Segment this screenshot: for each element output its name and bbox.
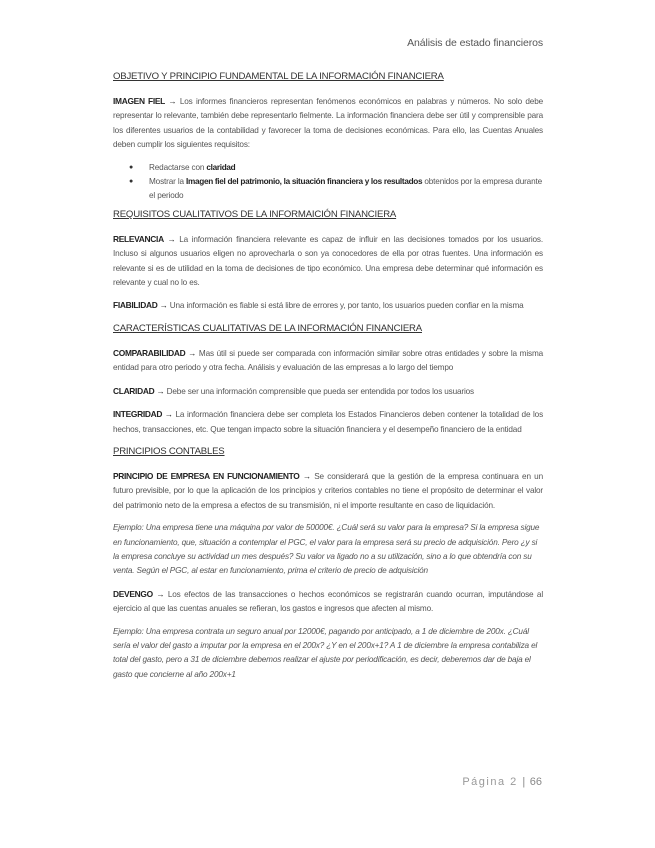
page-number: 2 bbox=[510, 776, 518, 788]
section-title-principios: PRINCIPIOS CONTABLES bbox=[113, 445, 225, 457]
paragraph-imagen-fiel bbox=[113, 94, 543, 153]
page-label: Página bbox=[462, 776, 506, 788]
arrow-icon: → bbox=[156, 589, 165, 599]
arrow-icon: → bbox=[156, 386, 165, 396]
list-item-text: Mostrar la bbox=[149, 177, 187, 187]
list-item bbox=[137, 175, 543, 204]
arrow-icon: → bbox=[167, 234, 176, 244]
document-body bbox=[113, 70, 543, 690]
paragraph-integridad bbox=[113, 407, 543, 437]
paragraph-comparabilidad bbox=[113, 346, 543, 376]
arrow-icon: → bbox=[159, 301, 168, 311]
list-item-bold: claridad bbox=[206, 162, 236, 172]
text-empresa-funcionamiento: Se considerará que la gestión de la empresa continuara en un futuro previsible, por lo que la aplicación de los principios y criterios contables no tiene el propósito de determinar el valor del patrimonio neto de la empresa a efectos de su transmisión, ni el importe resultante en caso de liquidación. bbox=[113, 471, 543, 510]
term-devengo: DEVENGO bbox=[113, 588, 153, 599]
text-relevancia: La información financiera relevante es capaz de influir en las decisiones tomados por los usuarios. Incluso si algunos usuarios eligen no aprovecharla o son ya conocedores de ella por otras fuentes. Una información es relevante si es de utilidad en la toma de decisiones de tipo económico. Una empresa debe determinar qué información es relevante y cual no lo es. bbox=[113, 234, 544, 288]
page-separator: | bbox=[522, 776, 526, 788]
requirements-list bbox=[113, 161, 543, 204]
term-claridad: CLARIDAD bbox=[113, 385, 155, 396]
paragraph-devengo bbox=[113, 587, 543, 617]
arrow-icon: → bbox=[168, 97, 177, 106]
term-empresa-funcionamiento: PRINCIPIO DE EMPRESA EN FUNCIONAMIENTO bbox=[113, 470, 300, 481]
arrow-icon: → bbox=[302, 471, 311, 481]
list-item bbox=[137, 161, 543, 175]
example-devengo: Ejemplo: Una empresa contrata un seguro anual por 12000€, pagando por anticipado, a 1 de diciembre de 200x. ¿Cuál sería el valor del gasto a imputar por la empresa en el 200x? ¿Y en el 200x+1? A 1 de diciembre la empresa contabiliza el total del gasto, pero a 31 de diciembre debemos realizar el ajuste por periodificación, es decir, deberemos dar de baja el gasto que concierne al año 200x+1 bbox=[113, 626, 538, 679]
text-integridad: La información financiera debe ser completa los Estados Financieros deben contener la totalidad de los hechos, transacciones, etc. Que tengan impacto sobre la situación financiera y el desempeño financiero de la entidad bbox=[113, 410, 544, 434]
term-imagen-fiel: IMAGEN FIEL bbox=[113, 96, 165, 106]
example-empresa-funcionamiento: Ejemplo: Una empresa tiene una máquina por valor de 50000€. ¿Cuál será su valor para la empresa? Si la empresa sigue en funcionamiento, que, situación a contemplar el PGC, el valor para la empresa será su precio de adquisición. Pero ¿y si la empresa concluye su actividad un mes después? Su valor va ligado no a su utilización, sino a lo que obtendría con su venta. Según el PGC, al estar en funcionamiento, prima el criterio de precio de adquisición bbox=[113, 523, 540, 576]
page-footer bbox=[462, 776, 542, 788]
term-integridad: INTEGRIDAD bbox=[113, 409, 163, 420]
section-title-requisitos: REQUISITOS CUALITATIVOS DE LA INFORMAICIÓN FINANCIERA bbox=[113, 208, 397, 220]
section-title-caracteristicas: CARACTERÍSTICAS CUALITATIVAS DE LA INFORMACIÓN FINANCIERA bbox=[113, 322, 422, 334]
term-relevancia: RELEVANCIA bbox=[113, 233, 164, 244]
text-devengo: Los efectos de las transacciones o hechos económicos se registrarán cuando ocurran, imputándose al ejercicio al que las cuentas anuales se refieran, los gastos e ingresos que afecten al mismo. bbox=[113, 589, 544, 614]
paragraph-claridad bbox=[113, 384, 543, 399]
paragraph-fiabilidad bbox=[113, 298, 543, 313]
list-item-text: obtenidos por la empresa durante el periodo bbox=[149, 177, 543, 201]
page-total: 66 bbox=[529, 776, 542, 788]
list-item-text: Redactarse con bbox=[149, 162, 207, 172]
text-claridad: Debe ser una información comprensible que pueda ser entendida por todos los usuarios bbox=[166, 386, 475, 396]
text-comparabilidad: Mas útil si puede ser comparada con información similar sobre otras entidades y sobre la misma entidad para otro periodo y otra fecha. Análisis y evaluación de las empresas a lo largo del tiempo bbox=[113, 348, 544, 373]
section-title-objetivo: OBJETIVO Y PRINCIPIO FUNDAMENTAL DE LA INFORMACIÓN FINANCIERA bbox=[113, 71, 444, 82]
arrow-icon: → bbox=[164, 410, 173, 420]
term-comparabilidad: COMPARABILIDAD bbox=[113, 347, 186, 358]
text-imagen-fiel: Los informes financieros representan fenómenos económicos en palabras y números. No solo debe representar lo relevante, también debe representarlo fielmente. La información financiera debe ser útil y comprensible para los diferentes usuarios de la contabilidad y favorecer la toma de decisiones económicas. Para ello, las Cuentas Anuales deben cumplir los siguientes requisitos: bbox=[113, 97, 544, 150]
text-fiabilidad: Una información es fiable si está libre de errores y, por tanto, los usuarios pueden confiar en la misma bbox=[169, 301, 524, 311]
header-title: Análisis de estado financieros bbox=[407, 37, 543, 49]
paragraph-empresa-funcionamiento bbox=[113, 469, 543, 513]
term-fiabilidad: FIABILIDAD bbox=[113, 300, 158, 311]
arrow-icon: → bbox=[188, 348, 197, 358]
paragraph-relevancia bbox=[113, 232, 543, 291]
list-item-bold: Imagen fiel del patrimonio, la situación financiera y los resultados bbox=[186, 177, 423, 187]
